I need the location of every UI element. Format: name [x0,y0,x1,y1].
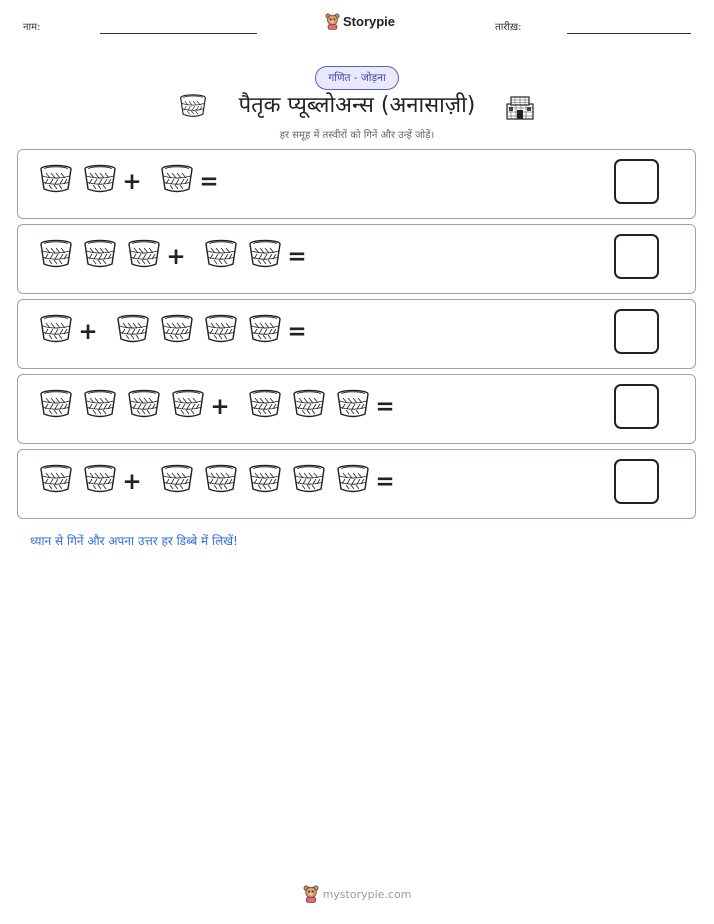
instruction-text: हर समूह में तस्वीरों को गिनें और उन्हें जोड़ें। [279,130,435,141]
brand-logo [325,13,395,30]
woven-basket-icon [292,389,326,423]
plus-sign: + [122,469,142,495]
woven-basket-icon [248,464,282,498]
woven-basket-icon [83,239,117,273]
bear-mascot-icon [303,885,319,903]
footer-note: ध्यान से गिनें और अपना उत्तर हर डिब्बे में लिखें! [30,534,238,548]
plus-sign: + [166,244,186,270]
equals-sign: = [287,319,307,345]
woven-basket-icon [160,164,194,198]
woven-basket-icon [171,389,205,423]
woven-basket-icon [83,164,117,198]
woven-basket-icon [204,314,238,348]
answer-box[interactable] [614,234,659,279]
problem-row [17,224,696,294]
woven-basket-icon [39,464,73,498]
woven-basket-icon [127,389,161,423]
problem-row [17,449,696,519]
plus-sign: + [210,394,230,420]
woven-basket-icon [248,389,282,423]
woven-basket-icon [83,389,117,423]
woven-basket-icon [83,464,117,498]
woven-basket-icon [336,464,370,498]
equals-sign: = [375,469,395,495]
footer-site: mystorypie.com [322,887,412,901]
answer-box[interactable] [614,459,659,504]
topic-pill: गणित - जोड़ना [315,66,399,90]
woven-basket-icon [204,464,238,498]
woven-basket-icon [248,314,282,348]
footer-brand [0,885,714,903]
equals-sign: = [287,244,307,270]
woven-basket-icon [248,239,282,273]
problem-row [17,149,696,219]
date-line[interactable] [567,33,691,34]
woven-basket-icon [39,314,73,348]
problem-row [17,299,696,369]
name-line[interactable] [100,33,257,34]
woven-basket-icon [39,239,73,273]
page-title: पैतृक प्यूब्लोअन्स (अनासाज़ी) [238,93,476,118]
woven-basket-icon [292,464,326,498]
equals-sign: = [375,394,395,420]
answer-box[interactable] [614,309,659,354]
woven-basket-icon [39,164,73,198]
answer-box[interactable] [614,384,659,429]
woven-basket-icon [204,239,238,273]
problem-row [17,374,696,444]
answer-box[interactable] [614,159,659,204]
date-label: तारीख़: [495,22,522,33]
plus-sign: + [78,319,98,345]
plus-sign: + [122,169,142,195]
pueblo-building-icon [505,94,535,120]
woven-basket-icon [160,464,194,498]
woven-basket-icon [39,389,73,423]
brand-name: Storypie [343,14,396,29]
bear-mascot-icon [325,13,340,30]
equals-sign: = [199,169,219,195]
woven-basket-icon [127,239,161,273]
woven-basket-icon [160,314,194,348]
name-label: नाम: [23,22,41,33]
woven-basket-icon [116,314,150,348]
woven-basket-icon [336,389,370,423]
